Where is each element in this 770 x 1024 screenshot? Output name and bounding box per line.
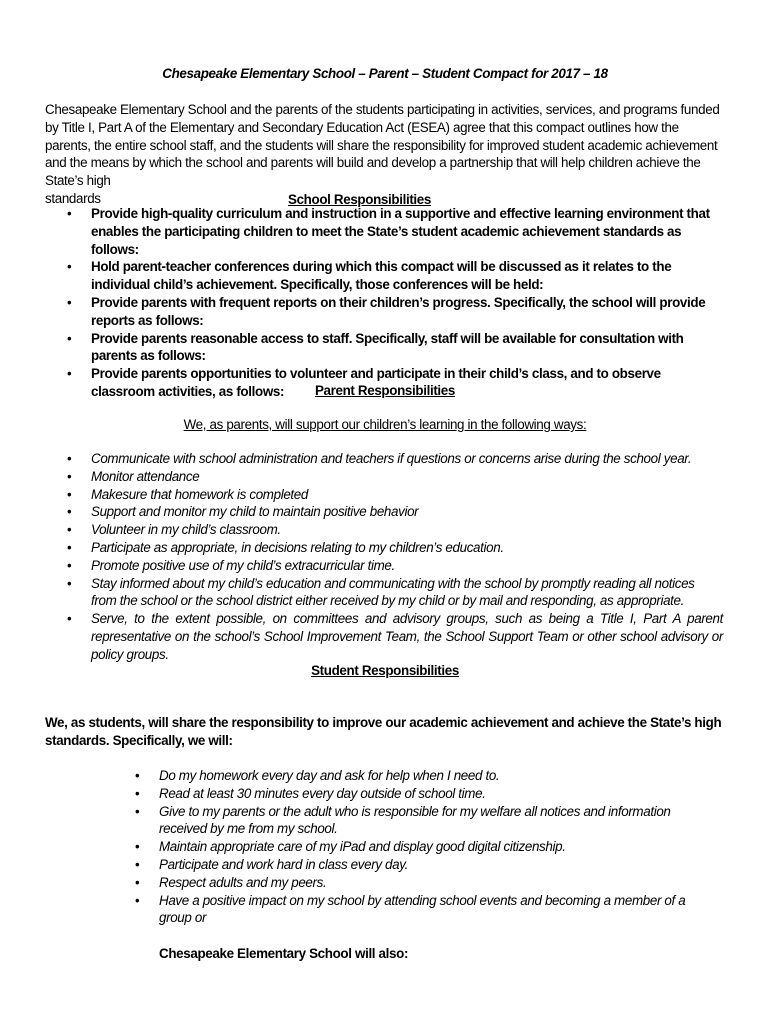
list-item: • Give to my parents or the adult who is responsible for my welfare all notices and information received by me from my school.	[135, 803, 671, 837]
list-item: • Do my homework every day and ask for help when I need to.	[135, 768, 500, 783]
list-item: • Promote positive use of my child’s extracurricular time.	[67, 557, 395, 573]
list-item: • Provide parents reasonable access to staff. Specifically, staff will be available for consultation with parents as follows:	[67, 330, 684, 364]
list-item: • Serve, to the extent possible, on committees and advisory groups, such as being a Title I, Part A parent representative on the school’s School Improvement Team, the School Support Team or other school advisory or policy groups.	[67, 611, 723, 662]
student-responsibilities-heading: Student Responsibilities	[311, 663, 459, 678]
bullet-icon: •	[135, 892, 140, 908]
list-item: • Participate as appropriate, in decisions relating to my children’s education.	[67, 539, 504, 555]
list-item: • Support and monitor my child to maintain positive behavior	[67, 504, 419, 520]
bullet-icon: •	[67, 504, 72, 520]
school-responsibilities-heading: School Responsibilities	[288, 191, 431, 207]
bullet-icon: •	[67, 206, 72, 221]
student-intro: We, as students, will share the responsibility to improve our academic achievement and achieve the State’s high standards. Specifically, we will:	[45, 715, 722, 748]
bullet-icon: •	[135, 803, 140, 819]
bullet-icon: •	[67, 486, 72, 502]
list-item: • Read at least 30 minutes every day outside of school time.	[135, 785, 486, 801]
list-item: • Have a positive impact on my school by attending school events and becoming a member of a group or	[135, 892, 686, 926]
list-item: • Maintain appropriate care of my iPad and display good digital citizenship.	[135, 839, 566, 855]
list-item: • Hold parent-teacher conferences during which this compact will be discussed as it relates to the individual child’s achievement. Specifically, those conferences will be held:	[67, 259, 672, 293]
bullet-icon: •	[135, 785, 140, 801]
list-item: • Communicate with school administration and teachers if questions or concerns arise during the school year.	[67, 451, 692, 466]
parent-responsibilities-list	[67, 450, 723, 664]
intro-tail-line	[45, 190, 431, 207]
bullet-icon: •	[67, 611, 72, 627]
document-title: Chesapeake Elementary School – Parent – Student Compact for 2017 – 18	[162, 66, 608, 81]
list-item: • Provide parents with frequent reports on their children’s progress. Specifically, the school will provide reports as follows:	[67, 294, 706, 328]
bullet-icon: •	[67, 557, 72, 573]
bullet-icon: •	[135, 839, 140, 855]
bullet-icon: •	[135, 874, 140, 890]
bullet-icon: •	[67, 366, 72, 382]
school-will-also-heading: Chesapeake Elementary School will also:	[159, 946, 409, 961]
parent-responsibilities-heading: Parent Responsibilities	[314, 383, 456, 398]
student-responsibilities-list	[135, 767, 719, 927]
bullet-icon: •	[67, 451, 72, 466]
list-item: • Monitor attendance	[67, 468, 200, 484]
bullet-icon: •	[67, 468, 72, 484]
intro-text: Chesapeake Elementary School and the parents of the students participating in activities, services, and programs funded by Title I, Part A of the Elementary and Secondary Education Act (ESEA) agree that this compact outlines how the parents, the entire school staff, and the students will share the responsibility for improved student academic achievement and the means by which the school and parents will build and develop a partnership that will help children achieve the State’s high	[45, 102, 720, 189]
bullet-icon: •	[67, 522, 72, 538]
bullet-icon: •	[67, 259, 72, 275]
bullet-icon: •	[67, 539, 72, 555]
school-responsibilities-list	[67, 205, 727, 401]
bullet-icon: •	[135, 768, 140, 783]
bullet-icon: •	[135, 856, 140, 872]
intro-paragraph	[45, 101, 725, 208]
bullet-icon: •	[67, 575, 72, 591]
bullet-icon: •	[67, 330, 72, 346]
list-item: • Participate and work hard in class every day.	[135, 856, 408, 872]
list-item: • Stay informed about my child’s education and communicating with the school by promptly reading all notices from the school or the school district either received by my child or by mail and responding, as appropriate.	[67, 575, 695, 609]
list-item: • Provide high-quality curriculum and instruction in a supportive and effective learning environment that enables the participating children to meet the State’s student academic achievement standards as follows:	[67, 206, 710, 257]
list-item: • Respect adults and my peers.	[135, 874, 327, 890]
intro-tail: standards	[45, 190, 101, 206]
parent-responsibilities-subheading: We, as parents, will support our children’s learning in the following ways:	[183, 417, 587, 432]
list-item: • Volunteer in my child’s classroom.	[67, 522, 281, 538]
list-item: • Provide parents opportunities to volunteer and participate in their child’s class, and to observe classroom activities, as follows:	[67, 366, 661, 399]
bullet-icon: •	[67, 294, 72, 310]
list-item: • Makesure that homework is completed	[67, 486, 308, 502]
